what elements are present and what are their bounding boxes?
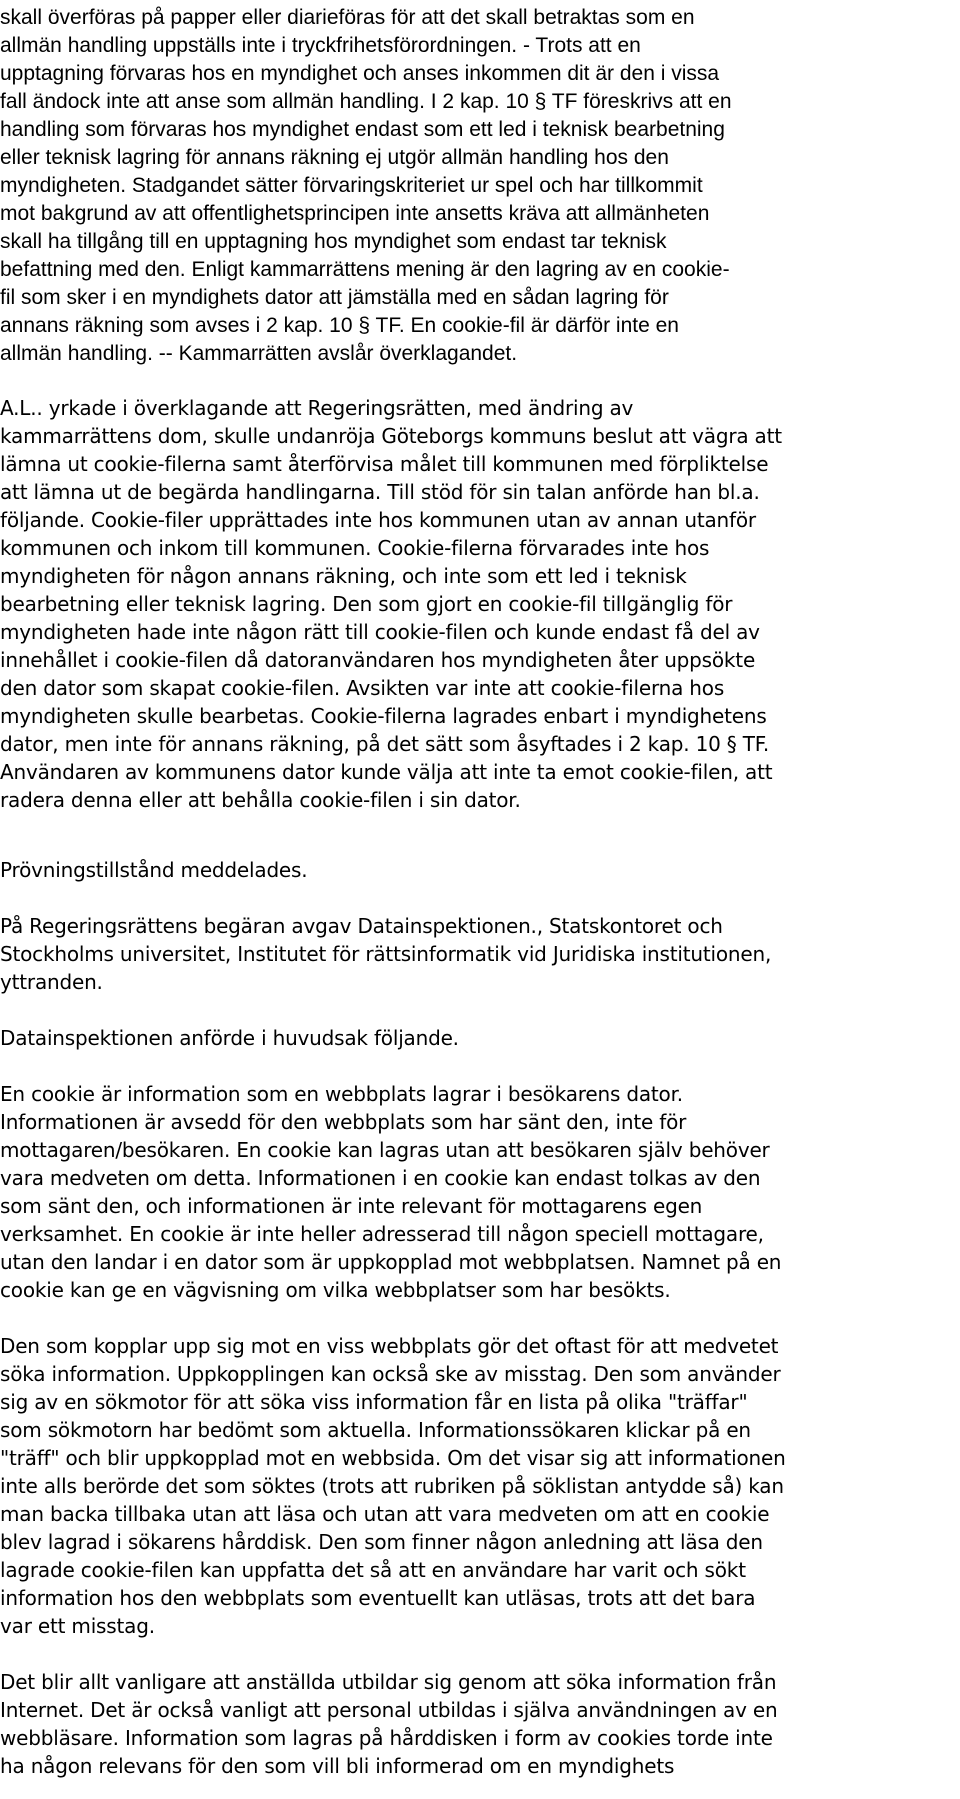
text-line: inte alls berörde det som söktes (trots att rubriken på söklistan antydde så) kan: [0, 1474, 784, 1498]
text-line: fil som sker i en myndighets dator att jämställa med en sådan lagring för: [0, 286, 669, 309]
text-line: webbläsare. Information som lagras på hårddisken i form av cookies torde inte: [0, 1726, 773, 1750]
text-line: lämna ut cookie-filerna samt återförvisa målet till kommunen med förpliktelse: [0, 452, 769, 476]
text-line: sig av en sökmotor för att söka viss information får en lista på olika "träffar": [0, 1390, 748, 1414]
text-line: Internet. Det är också vanligt att personal utbildas i själva användningen av en: [0, 1698, 778, 1722]
text-line: "träff" och blir uppkopplad mot en webbsida. Om det visar sig att informationen: [0, 1446, 786, 1470]
text-line: man backa tillbaka utan att läsa och utan att vara medveten om att en cookie: [0, 1502, 770, 1526]
text-line: den dator som skapat cookie-filen. Avsikten var inte att cookie-filerna hos: [0, 676, 725, 700]
text-line: dator, men inte för annans räkning, på det sätt som åsyftades i 2 kap. 10 § TF.: [0, 732, 769, 756]
text-line: vara medveten om detta. Informationen i en cookie kan endast tolkas av den: [0, 1166, 761, 1190]
text-line: Datainspektionen anförde i huvudsak följande.: [0, 1026, 459, 1050]
text-line: En cookie är information som en webbplats lagrar i besökarens dator.: [0, 1082, 683, 1106]
text-line: myndigheten hade inte någon rätt till cookie-filen och kunde endast få del av: [0, 620, 760, 644]
text-line: som sänt den, och informationen är inte relevant för mottagarens egen: [0, 1194, 703, 1218]
text-line: Prövningstillstånd meddelades.: [0, 858, 308, 882]
text-line: mottagaren/besökaren. En cookie kan lagras utan att besökaren själv behöver: [0, 1138, 770, 1162]
text-line: upptagning förvaras hos en myndighet och anses inkommen dit är den i vissa: [0, 62, 720, 85]
text-line: A.L.. yrkade i överklagande att Regeringsrätten, med ändring av: [0, 396, 634, 420]
text-line: följande. Cookie-filer upprättades inte hos kommunen utan av annan utanför: [0, 508, 756, 532]
text-line: information hos den webbplats som eventuellt kan utläsas, trots att det bara: [0, 1586, 756, 1610]
text-line: lagrade cookie-filen kan uppfatta det så att en användare har varit och sökt: [0, 1558, 746, 1582]
text-line: att lämna ut de begärda handlingarna. Till stöd för sin talan anförde han bl.a.: [0, 480, 760, 504]
text-line: yttranden.: [0, 970, 103, 994]
text-line: allmän handling uppställs inte i tryckfrihetsförordningen. - Trots att en: [0, 34, 641, 57]
text-line: Det blir allt vanligare att anställda utbildar sig genom att söka information från: [0, 1670, 777, 1694]
text-line: Stockholms universitet, Institutet för rättsinformatik vid Juridiska institutionen,: [0, 942, 772, 966]
text-line: myndigheten för någon annans räkning, och inte som ett led i teknisk: [0, 564, 687, 588]
text-line: På Regeringsrättens begäran avgav Datainspektionen., Statskontoret och: [0, 914, 723, 938]
text-line: innehållet i cookie-filen då datoranvändaren hos myndigheten åter uppsökte: [0, 648, 756, 672]
text-line: annans räkning som avses i 2 kap. 10 § TF. En cookie-fil är därför inte en: [0, 314, 679, 337]
text-line: var ett misstag.: [0, 1614, 155, 1638]
text-line: ha någon relevans för den som vill bli informerad om en myndighets: [0, 1754, 675, 1778]
text-line: verksamhet. En cookie är inte heller adresserad till någon speciell mottagare,: [0, 1222, 764, 1246]
text-line: bearbetning eller teknisk lagring. Den som gjort en cookie-fil tillgänglig för: [0, 592, 733, 616]
text-line: som sökmotorn har bedömt som aktuella. Informationssökaren klickar på en: [0, 1418, 751, 1442]
text-line: kammarrättens dom, skulle undanröja Göteborgs kommuns beslut att vägra att: [0, 424, 782, 448]
text-line: allmän handling. -- Kammarrätten avslår överklagandet.: [0, 342, 518, 365]
text-line: blev lagrad i sökarens hårddisk. Den som finner någon anledning att läsa den: [0, 1530, 763, 1554]
text-line: myndigheten skulle bearbetas. Cookie-filerna lagrades enbart i myndighetens: [0, 704, 767, 728]
text-line: befattning med den. Enligt kammarrättens mening är den lagring av en cookie-: [0, 258, 730, 281]
text-line: utan den landar i en dator som är uppkopplad mot webbplatsen. Namnet på en: [0, 1250, 782, 1274]
text-line: söka information. Uppkopplingen kan också ske av misstag. Den som använder: [0, 1362, 781, 1386]
text-line: Informationen är avsedd för den webbplats som har sänt den, inte för: [0, 1110, 687, 1134]
text-line: skall överföras på papper eller diarieföras för att det skall betraktas som en: [0, 6, 695, 29]
text-line: myndigheten. Stadgandet sätter förvaringskriteriet ur spel och har tillkommit: [0, 174, 703, 197]
text-line: cookie kan ge en vägvisning om vilka webbplatser som har besökts.: [0, 1278, 671, 1302]
text-line: handling som förvaras hos myndighet endast som ett led i teknisk bearbetning: [0, 118, 725, 141]
text-line: mot bakgrund av att offentlighetsprincipen inte ansetts kräva att allmänheten: [0, 202, 710, 225]
text-line: fall ändock inte att anse som allmän handling. I 2 kap. 10 § TF föreskrivs att en: [0, 90, 732, 113]
text-line: Den som kopplar upp sig mot en viss webbplats gör det oftast för att medvetet: [0, 1334, 779, 1358]
text-line: eller teknisk lagring för annans räkning ej utgör allmän handling hos den: [0, 146, 669, 169]
text-line: kommunen och inkom till kommunen. Cookie-filerna förvarades inte hos: [0, 536, 710, 560]
text-line: radera denna eller att behålla cookie-filen i sin dator.: [0, 788, 521, 812]
text-line: Användaren av kommunens dator kunde välja att inte ta emot cookie-filen, att: [0, 760, 773, 784]
text-line: skall ha tillgång till en upptagning hos myndighet som endast tar teknisk: [0, 230, 667, 253]
